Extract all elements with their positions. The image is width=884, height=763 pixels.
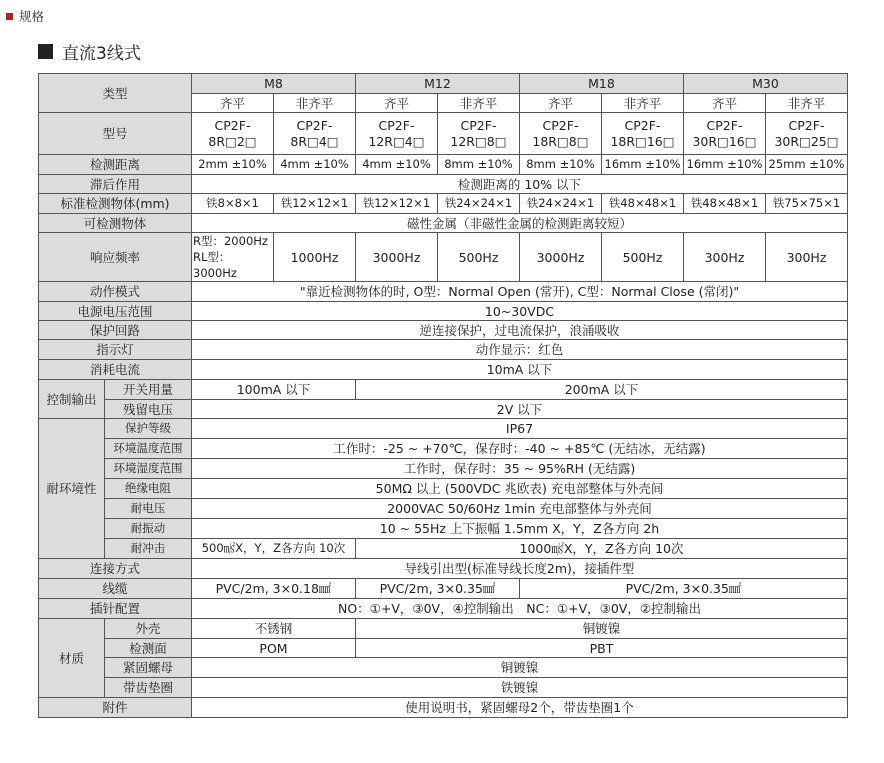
accessory-label: 附件 (39, 698, 192, 718)
response-cell: 500Hz (602, 233, 684, 282)
response-cell: R型：2000Hz RL型：3000Hz (192, 233, 274, 282)
std-object-cell: 铁24×24×1 (438, 194, 520, 214)
std-object-label: 标准检测物体(mm) (39, 194, 192, 214)
response-cell: 3000Hz (520, 233, 602, 282)
switch-label: 开关用量 (105, 380, 192, 400)
nut-value: 铜镀镍 (192, 658, 848, 678)
table-row (39, 233, 848, 282)
mount-cell: 非齐平 (602, 94, 684, 113)
std-object-cell: 铁24×24×1 (520, 194, 602, 214)
pin-value: NO：①+V，③0V，④控制输出 NC：①+V，③0V，②控制输出 (192, 599, 848, 619)
table-row (39, 214, 848, 233)
hysteresis-value: 检测距离的 10% 以下 (192, 175, 848, 194)
std-object-cell: 铁48×48×1 (684, 194, 766, 214)
table-row (39, 400, 848, 419)
group-header: M12 (356, 74, 520, 94)
table-row (39, 380, 848, 400)
table-row (39, 678, 848, 698)
model-cell: CP2F-18R□8□ (520, 113, 602, 155)
distance-cell: 16mm ±10% (602, 155, 684, 175)
material-label: 材质 (39, 619, 105, 698)
response-cell: 500Hz (438, 233, 520, 282)
red-square-icon (6, 13, 13, 20)
housing-rest-value: 铜镀镍 (356, 619, 848, 639)
table-row (39, 155, 848, 175)
black-square-icon (38, 44, 53, 59)
std-object-cell: 铁12×12×1 (356, 194, 438, 214)
table-row (39, 194, 848, 214)
section-header (6, 7, 44, 25)
shock-label: 耐冲击 (105, 539, 192, 559)
table-row (39, 519, 848, 539)
group-header: M18 (520, 74, 684, 94)
housing-label: 外壳 (105, 619, 192, 639)
detectable-label: 可检测物体 (39, 214, 192, 233)
accessory-value: 使用说明书，紧固螺母2个，带齿垫圈1个 (192, 698, 848, 718)
model-cell: CP2F-30R□25□ (766, 113, 848, 155)
table-row (39, 479, 848, 499)
env-row-label: 耐振动 (105, 519, 192, 539)
distance-cell: 25mm ±10% (766, 155, 848, 175)
cable-m8-value: PVC/2m, 3×0.18㎟ (192, 579, 356, 599)
distance-cell: 4mm ±10% (274, 155, 356, 175)
table-row (39, 360, 848, 380)
distance-cell: 8mm ±10% (520, 155, 602, 175)
distance-label: 检测距离 (39, 155, 192, 175)
env-label: 耐环境性 (39, 419, 105, 559)
shock-m8-value: 500㎨X，Y，Z各方向 10次 (192, 539, 356, 559)
table-row (39, 539, 848, 559)
spec-table (38, 73, 848, 718)
protect-value: 逆连接保护，过电流保护，浪涌吸收 (192, 321, 848, 340)
group-header: M8 (192, 74, 356, 94)
voltage-label: 电源电压范围 (39, 302, 192, 321)
control-label: 控制输出 (39, 380, 105, 419)
mode-value: "靠近检测物体的时, O型：Normal Open (常开), C型：Normal Close (常闭)" (192, 282, 848, 302)
mount-cell: 齐平 (684, 94, 766, 113)
hysteresis-label: 滞后作用 (39, 175, 192, 194)
cable-label: 线缆 (39, 579, 192, 599)
table-row (39, 639, 848, 658)
detectable-value: 磁性金属（非磁性金属的检测距离较短） (192, 214, 848, 233)
model-label: 型号 (39, 113, 192, 155)
std-object-cell: 铁12×12×1 (274, 194, 356, 214)
table-row (39, 419, 848, 439)
face-m8-value: POM (192, 639, 356, 658)
model-cell: CP2F-12R□4□ (356, 113, 438, 155)
response-cell: 1000Hz (274, 233, 356, 282)
std-object-cell: 铁8×8×1 (192, 194, 274, 214)
table-row (39, 658, 848, 678)
table-row (39, 302, 848, 321)
table-row (39, 499, 848, 519)
mount-cell: 非齐平 (766, 94, 848, 113)
model-cell: CP2F-8R□2□ (192, 113, 274, 155)
voltage-value: 10~30VDC (192, 302, 848, 321)
response-label: 响应频率 (39, 233, 192, 282)
table-row (39, 619, 848, 639)
model-cell: CP2F-30R□16□ (684, 113, 766, 155)
table-row (39, 74, 848, 94)
env-row-value: 50MΩ 以上 (500VDC 兆欧表) 充电部整体与外壳间 (192, 479, 848, 499)
std-object-cell: 铁75×75×1 (766, 194, 848, 214)
table-row (39, 599, 848, 619)
env-row-label: 耐电压 (105, 499, 192, 519)
response-cell: 300Hz (684, 233, 766, 282)
shock-rest-value: 1000㎨X，Y，Z各方向 10次 (356, 539, 848, 559)
current-value: 10mA 以下 (192, 360, 848, 380)
table-row (39, 340, 848, 360)
connect-label: 连接方式 (39, 559, 192, 579)
distance-cell: 16mm ±10% (684, 155, 766, 175)
response-cell: 3000Hz (356, 233, 438, 282)
distance-cell: 2mm ±10% (192, 155, 274, 175)
cable-m12-value: PVC/2m, 3×0.35㎟ (356, 579, 520, 599)
mount-cell: 齐平 (356, 94, 438, 113)
table-row (39, 175, 848, 194)
env-row-value: 2000VAC 50/60Hz 1min 充电部整体与外壳间 (192, 499, 848, 519)
env-row-value: 10 ~ 55Hz 上下振幅 1.5mm X，Y，Z各方向 2h (192, 519, 848, 539)
env-row-value: 工作时：-25 ~ +70℃，保存时：-40 ~ +85℃ (无结冰，无结露) (192, 439, 848, 459)
table-row (39, 698, 848, 718)
subsection-title: 直流3线式 (62, 44, 141, 64)
switch-m8-value: 100mA 以下 (192, 380, 356, 400)
table-row (39, 579, 848, 599)
residual-label: 残留电压 (105, 400, 192, 419)
std-object-cell: 铁48×48×1 (602, 194, 684, 214)
env-row-label: 环境温度范围 (105, 439, 192, 459)
indicator-value: 动作显示：红色 (192, 340, 848, 360)
mode-label: 动作模式 (39, 282, 192, 302)
group-header: M30 (684, 74, 848, 94)
model-cell: CP2F-12R□8□ (438, 113, 520, 155)
table-row (39, 459, 848, 479)
washer-value: 铁镀镍 (192, 678, 848, 698)
face-rest-value: PBT (356, 639, 848, 658)
subsection-header (38, 39, 141, 64)
env-row-label: 保护等级 (105, 419, 192, 439)
cable-rest-value: PVC/2m, 3×0.35㎟ (520, 579, 848, 599)
table-row (39, 282, 848, 302)
distance-cell: 8mm ±10% (438, 155, 520, 175)
section-title: 规格 (19, 9, 45, 24)
mount-cell: 齐平 (192, 94, 274, 113)
type-label: 类型 (39, 74, 192, 113)
table-row (39, 559, 848, 579)
mount-cell: 非齐平 (438, 94, 520, 113)
env-row-label: 环境湿度范围 (105, 459, 192, 479)
protect-label: 保护回路 (39, 321, 192, 340)
face-label: 检测面 (105, 639, 192, 658)
env-row-label: 绝缘电阻 (105, 479, 192, 499)
table-row (39, 113, 848, 155)
switch-rest-value: 200mA 以下 (356, 380, 848, 400)
model-cell: CP2F-18R□16□ (602, 113, 684, 155)
washer-label: 带齿垫圈 (105, 678, 192, 698)
mount-cell: 非齐平 (274, 94, 356, 113)
housing-m8-value: 不锈钢 (192, 619, 356, 639)
connect-value: 导线引出型(标准导线长度2m)，接插件型 (192, 559, 848, 579)
mount-cell: 齐平 (520, 94, 602, 113)
indicator-label: 指示灯 (39, 340, 192, 360)
residual-value: 2V 以下 (192, 400, 848, 419)
env-row-value: 工作时，保存时：35 ~ 95%RH (无结露) (192, 459, 848, 479)
model-cell: CP2F-8R□4□ (274, 113, 356, 155)
distance-cell: 4mm ±10% (356, 155, 438, 175)
env-row-value: IP67 (192, 419, 848, 439)
current-label: 消耗电流 (39, 360, 192, 380)
pin-label: 插针配置 (39, 599, 192, 619)
nut-label: 紧固螺母 (105, 658, 192, 678)
table-row (39, 321, 848, 340)
table-row (39, 439, 848, 459)
response-cell: 300Hz (766, 233, 848, 282)
